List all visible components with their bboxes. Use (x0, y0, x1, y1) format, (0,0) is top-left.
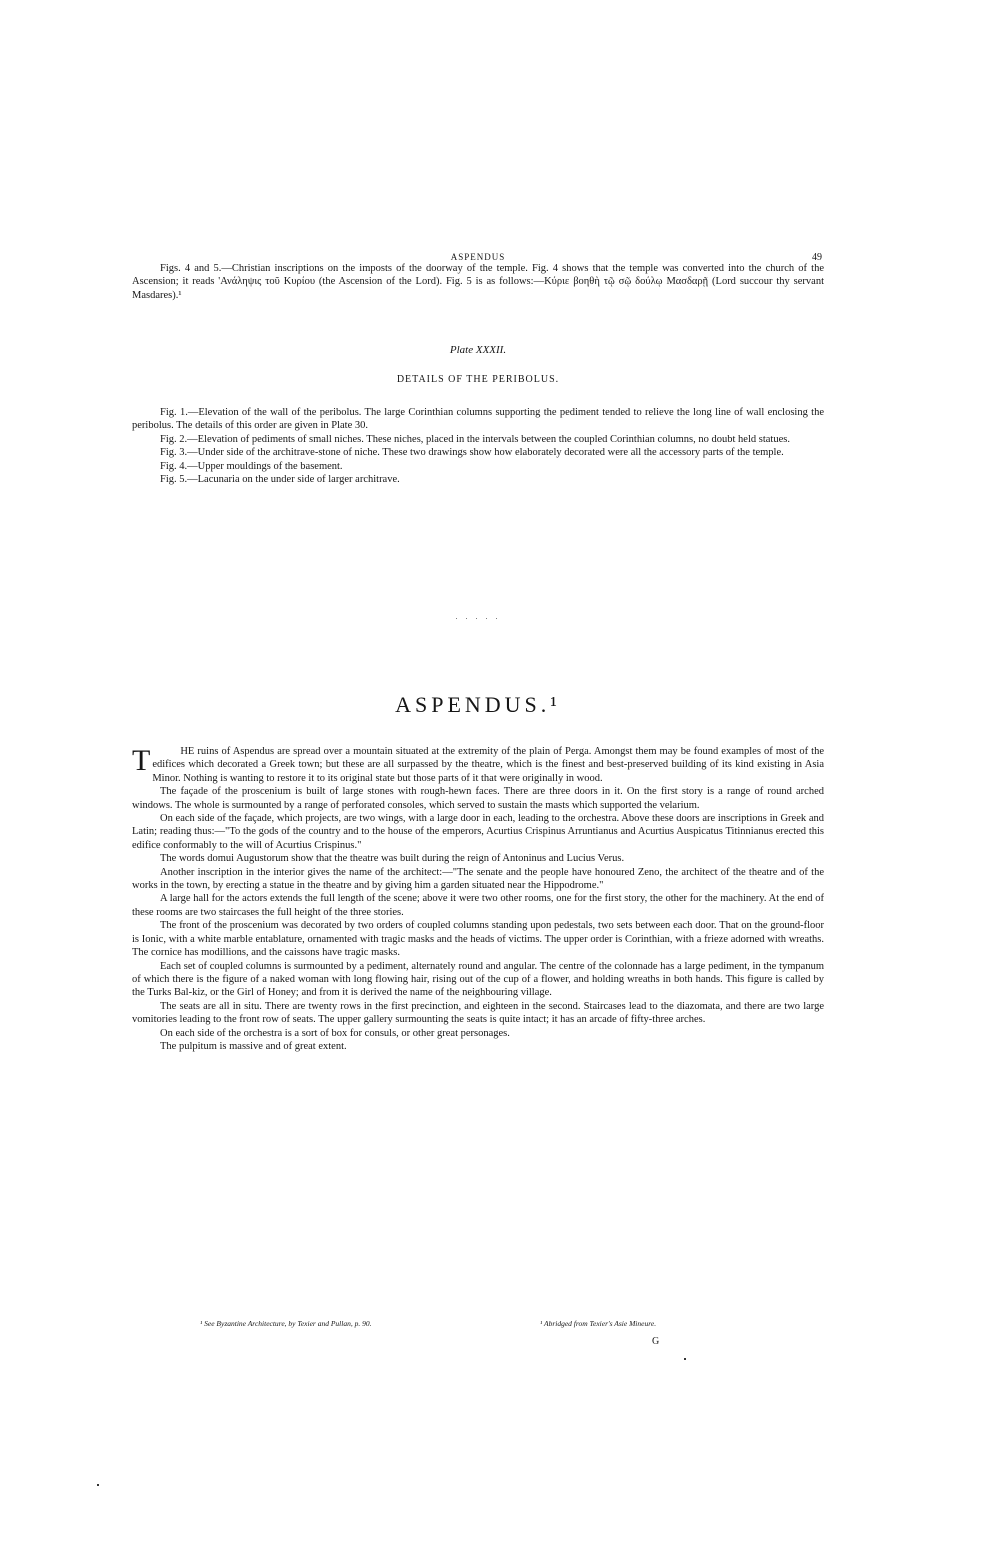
section-separator: . . . . . (455, 612, 501, 621)
article-paragraph: The seats are all in situ. There are twenty rows in the first precinction, and eighteen in the second. Staircases lead to the diazomata, and there are two large vomitories leading to the front row of seats. The upper gallery surmounting the seats is quite intact; it has an arcade of fifty-three arches. (132, 1000, 824, 1026)
article-first-paragraph (132, 745, 824, 785)
article-body (132, 745, 824, 1053)
figure-caption-4: Fig. 4.—Upper mouldings of the basement. (160, 460, 343, 472)
article-paragraph: On each side of the façade, which projects, are two wings, with a large door in each, leading to the orchestra. Above these doors are inscriptions in Greek and Latin; reading thus:—"To the gods of the country and to the house of the emperors, Acurtius Crispinus Arruntianus and Acurtius Auspicatus Titinnianus erected this edifice conformably to the will of Acurtius Crispinus." (132, 813, 824, 851)
first-paragraph-text: HE ruins of Aspendus are spread over a mountain situated at the extremity of the plain of Perga. Amongst them may be found examples of most of the edifices which decorated a Greek town; but these are all surpassed by the theatre, which is the finest and best-preserved building of its kind existing in Asia Minor. Nothing is wanting to restore it to its original state but those parts of it that were originally in wood. (152, 746, 824, 784)
page-number: 49 (812, 252, 822, 263)
article-title: ASPENDUS.¹ (395, 692, 561, 717)
figure-caption-3: Fig. 3.—Under side of the architrave-stone of niche. These two drawings show how elaborately decorated were all the accessory parts of the temple. (160, 447, 784, 459)
article-paragraph: Each set of coupled columns is surmounted by a pediment, alternately round and angular. The centre of the colonnade has a large pediment, in the tympanum of which there is the figure of a naked woman with long flowing hair, rising out of the cup of a flower, and holding wreaths in both hands. This figure is called by the Turks Bal-kiz, or the Girl of Honey; and from it is derived the name of the neighbouring village. (132, 960, 824, 999)
ink-speck (684, 1358, 686, 1360)
article-paragraph: On each side of the orchestra is a sort of box for consuls, or other great personages. (160, 1027, 510, 1039)
plate-title: DETAILS OF THE PERIBOLUS. (396, 374, 560, 385)
article-paragraph: The façade of the proscenium is built of large stones with rough-hewn faces. There are three doors in it. On the first story is a range of round arched windows. The whole is surmounted by a range of perforated consoles, which served to sustain the masts which supported the velarium. (132, 786, 824, 811)
article-paragraph: The front of the proscenium was decorated by two orders of coupled columns standing upon pedestals, two sets between each door. That on the ground-floor is Ionic, with a white marble entablature, ornamented with tragic masks and the heads of victims. The upper order is Corinthian, with a frieze adorned with wreaths. The cornice has modillions, and the caissons have tragic masks. (132, 920, 824, 959)
plate-label: Plate XXXII. (449, 344, 507, 356)
figure-caption-5: Fig. 5.—Lacunaria on the under side of larger architrave. (160, 474, 400, 486)
figure-caption-1: Fig. 1.—Elevation of the wall of the peribolus. The large Corinthian columns supporting the pediment tended to relieve the long line of wall enclosing the peribolus. The details of this order are given in Plate 30. (132, 407, 824, 432)
figure-caption-2: Fig. 2.—Elevation of pediments of small niches. These niches, placed in the intervals between the coupled Corinthian columns, no doubt held statues. (160, 433, 790, 445)
running-head: ASPENDUS (450, 252, 506, 262)
plate-figures (132, 406, 824, 486)
signature-mark: G (652, 1336, 660, 1347)
intro-section (132, 262, 824, 302)
article-paragraph: The words domui Augustorum show that the theatre was built during the reign of Antoninus and Lucius Verus. (160, 853, 625, 865)
footnote-2: ¹ Abridged from Texier's Asie Mineure. (540, 1319, 657, 1328)
article-paragraph: The pulpitum is massive and of great extent. (160, 1040, 347, 1052)
article-paragraph: A large hall for the actors extends the full length of the scene; above it were two other rooms, one for the first story, the other for the machinery. At the end of these rooms are two staircases the full height of the three stories. (132, 893, 824, 918)
drop-cap: T (132, 744, 151, 777)
intro-paragraph: Figs. 4 and 5.—Christian inscriptions on the imposts of the doorway of the temple. Fig. 4 shows that the temple was converted into the church of the Ascension; it reads 'Ανάληψις τοῦ Κυρίου (the Ascension of the Lord). Fig. 5 is as follows:—Κύριε βοηθὴ τῷ σῷ δούλῳ Μασδαρῇ (Lord succour thy servant Masdares).¹ (132, 263, 824, 301)
footnote-1: ¹ See Byzantine Architecture, by Texier and Pullan, p. 90. (200, 1319, 372, 1328)
article-paragraph: Another inscription in the interior gives the name of the architect:—"The senate and the people have honoured Zeno, the architect of the theatre and of the works in the town, by erecting a statue in the theatre and by giving him a garden situated near the Hippodrome." (132, 866, 824, 892)
ink-speck (97, 1484, 99, 1486)
